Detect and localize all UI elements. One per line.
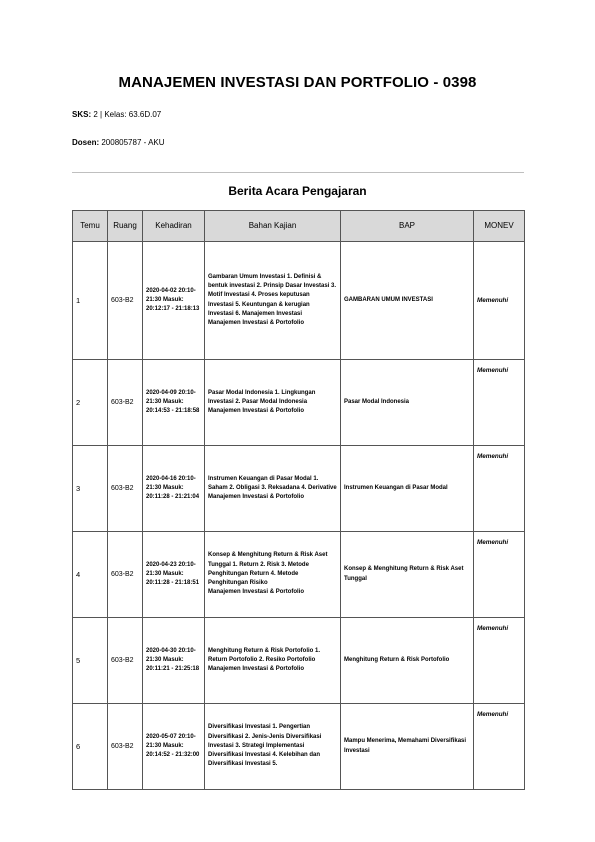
- cell-bap: Konsep & Menghitung Return & Risk Aset Tunggal: [341, 532, 474, 618]
- table-row: [73, 242, 525, 360]
- bahan-reference: Manajemen Investasi & Portofolio: [208, 494, 305, 501]
- cell-bahan-kajian: [205, 704, 341, 790]
- bahan-text: Gambaran Umum Investasi 1. Definisi & bentuk investasi 2. Prinsip Dasar Investasi 3. Motif Investasi 4. Proses keputusan Investasi 5. Keuntungan & kerugian Investasi 6. Manajemen Investasi: [208, 273, 337, 317]
- cell-bahan-kajian: [205, 446, 341, 532]
- cell-bap: GAMBARAN UMUM INVESTASI: [341, 242, 474, 360]
- header-temu: Temu: [73, 211, 108, 242]
- header-monev: MONEV: [474, 211, 525, 242]
- table-row: [73, 446, 525, 532]
- cell-ruang: 603-B2: [108, 618, 143, 704]
- bahan-reference: Manajemen Investasi & Portofolio: [208, 666, 305, 673]
- table-row: [73, 618, 525, 704]
- table-row: [73, 360, 525, 446]
- cell-ruang: 603-B2: [108, 242, 143, 360]
- cell-bahan-kajian: [205, 618, 341, 704]
- cell-temu: 5: [73, 618, 108, 704]
- teaching-report-table: [72, 210, 525, 790]
- cell-bap: Pasar Modal Indonesia: [341, 360, 474, 446]
- header-bap: BAP: [341, 211, 474, 242]
- course-title: MANAJEMEN INVESTASI DAN PORTFOLIO - 0398: [118, 74, 477, 91]
- cell-kehadiran: 2020-05-07 20:10-21:30 Masuk: 20:14:52 - 21:32:00: [143, 704, 205, 790]
- cell-monev: Memenuhi: [474, 242, 525, 360]
- cell-bahan-kajian: [205, 360, 341, 446]
- bahan-reference: Manajemen Investasi & Portofolio: [208, 589, 305, 596]
- header-ruang: Ruang: [108, 211, 143, 242]
- cell-ruang: 603-B2: [108, 532, 143, 618]
- cell-bahan-kajian: [205, 242, 341, 360]
- bahan-text: Instrumen Keuangan di Pasar Modal 1. Saham 2. Obligasi 3. Reksadana 4. Derivative: [208, 475, 337, 491]
- sks-label: SKS:: [72, 110, 92, 119]
- cell-bahan-kajian: [205, 532, 341, 618]
- cell-temu: 4: [73, 532, 108, 618]
- table-row: [73, 532, 525, 618]
- cell-temu: 6: [73, 704, 108, 790]
- section-title: Berita Acara Pengajaran: [228, 184, 367, 198]
- bahan-text: Diversifikasi Investasi 1. Pengertian Diversifikasi 2. Jenis-Jenis Diversifikasi Investasi 3. Strategi Implementasi Diversifikasi Investasi 4. Kelebihan dan Diversifikasi Investasi 5.: [208, 724, 322, 768]
- dosen-label: Dosen:: [72, 138, 100, 147]
- divider: [72, 172, 524, 173]
- bahan-reference: Manajemen Investasi & Portofolio: [208, 319, 305, 326]
- cell-kehadiran: 2020-04-30 20:10-21:30 Masuk: 20:11:21 - 21:25:18: [143, 618, 205, 704]
- bahan-text: Pasar Modal Indonesia 1. Lingkungan Investasi 2. Pasar Modal Indonesia: [208, 389, 316, 405]
- bahan-text: Menghitung Return & Risk Portofolio 1. Return Portofolio 2. Resiko Portofolio: [208, 647, 320, 663]
- dosen-value: 200805787 - AKU: [101, 138, 165, 147]
- lecturer-info: [72, 138, 165, 147]
- cell-monev: Memenuhi: [474, 704, 525, 790]
- header-bahan-kajian: Bahan Kajian: [205, 211, 341, 242]
- cell-monev: Memenuhi: [474, 360, 525, 446]
- cell-ruang: 603-B2: [108, 360, 143, 446]
- cell-kehadiran: 2020-04-23 20:10-21:30 Masuk: 20:11:28 - 21:18:51: [143, 532, 205, 618]
- class-info: [72, 110, 161, 119]
- header-kehadiran: Kehadiran: [143, 211, 205, 242]
- sks-value: 2 | Kelas: 63.6D.07: [93, 110, 162, 119]
- bahan-reference: Manajemen Investasi & Portofolio: [208, 408, 305, 415]
- cell-bap: Instrumen Keuangan di Pasar Modal: [341, 446, 474, 532]
- cell-kehadiran: 2020-04-02 20:10-21:30 Masuk: 20:12:17 - 21:18:13: [143, 242, 205, 360]
- table-row: [73, 704, 525, 790]
- cell-bap: Menghitung Return & Risk Portofolio: [341, 618, 474, 704]
- cell-temu: 1: [73, 242, 108, 360]
- cell-monev: Memenuhi: [474, 532, 525, 618]
- cell-ruang: 603-B2: [108, 446, 143, 532]
- cell-temu: 2: [73, 360, 108, 446]
- bahan-text: Konsep & Menghitung Return & Risk Aset Tunggal 1. Return 2. Risk 3. Metode Penghitungan Return 4. Metode Penghitungan Risiko: [208, 552, 328, 587]
- table-header-row: [73, 211, 525, 242]
- cell-ruang: 603-B2: [108, 704, 143, 790]
- cell-kehadiran: 2020-04-16 20:10-21:30 Masuk: 20:11:28 - 21:21:04: [143, 446, 205, 532]
- cell-monev: Memenuhi: [474, 618, 525, 704]
- cell-monev: Memenuhi: [474, 446, 525, 532]
- cell-bap: Mampu Menerima, Memahami Diversifikasi Investasi: [341, 704, 474, 790]
- cell-temu: 3: [73, 446, 108, 532]
- cell-kehadiran: 2020-04-09 20:10-21:30 Masuk: 20:14:53 - 21:18:58: [143, 360, 205, 446]
